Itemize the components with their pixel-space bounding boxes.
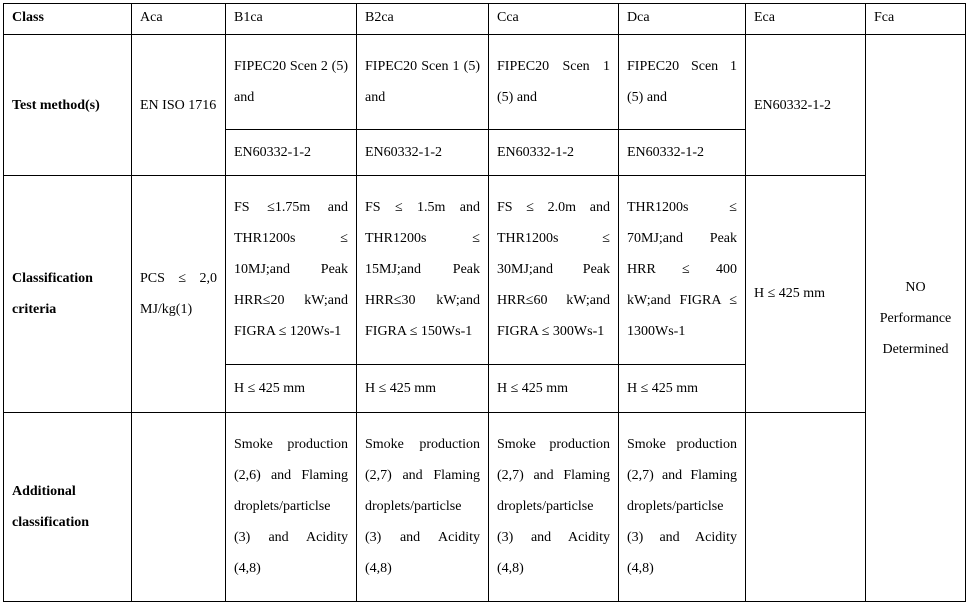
additional-aca [132, 412, 226, 601]
test-method-cca-a: FIPEC20 Scen 1 (5) and [489, 35, 619, 130]
header-row [4, 4, 966, 35]
test-method-b2ca-a: FIPEC20 Scen 1 (5) and [357, 35, 489, 130]
header-dca: Dca [619, 4, 746, 35]
header-eca: Eca [746, 4, 866, 35]
test-method-aca: EN ISO 1716 [132, 35, 226, 176]
classification-b1ca-b: H ≤ 425 mm [226, 364, 357, 412]
header-fca: Fca [866, 4, 966, 35]
classification-dca-b: H ≤ 425 mm [619, 364, 746, 412]
additional-dca: Smoke production (2,7) and Flaming droplets/particlse (3) and Acidity (4,8) [619, 412, 746, 601]
additional-b2ca: Smoke production (2,7) and Flaming droplets/particlse (3) and Acidity (4,8) [357, 412, 489, 601]
test-method-label: Test method(s) [4, 35, 132, 176]
test-method-b2ca-b: EN60332-1-2 [357, 130, 489, 176]
test-method-b1ca-b: EN60332-1-2 [226, 130, 357, 176]
additional-row [4, 412, 966, 601]
additional-cca: Smoke production (2,7) and Flaming droplets/particlse (3) and Acidity (4,8) [489, 412, 619, 601]
header-cca: Cca [489, 4, 619, 35]
test-method-dca-a: FIPEC20 Scen 1 (5) and [619, 35, 746, 130]
test-method-row-a [4, 35, 966, 130]
classification-b2ca-b: H ≤ 425 mm [357, 364, 489, 412]
test-method-eca: EN60332-1-2 [746, 35, 866, 176]
classification-b2ca-a: FS ≤ 1.5m and THR1200s ≤ 15MJ;and Peak HRR≤30 kW;and FIGRA ≤ 150Ws-1 [357, 176, 489, 364]
classification-aca: PCS ≤ 2,0 MJ/kg(1) [132, 176, 226, 412]
header-class: Class [4, 4, 132, 35]
additional-b1ca: Smoke production (2,6) and Flaming droplets/particlse (3) and Acidity (4,8) [226, 412, 357, 601]
classification-cca-b: H ≤ 425 mm [489, 364, 619, 412]
classification-row-a [4, 176, 966, 364]
header-b1ca: B1ca [226, 4, 357, 35]
classification-table [3, 3, 966, 602]
classification-eca: H ≤ 425 mm [746, 176, 866, 412]
test-method-cca-b: EN60332-1-2 [489, 130, 619, 176]
additional-eca [746, 412, 866, 601]
fca-performance: NO Performance Determined [866, 35, 966, 602]
additional-label: Additional classification [4, 412, 132, 601]
test-method-b1ca-a: FIPEC20 Scen 2 (5) and [226, 35, 357, 130]
header-b2ca: B2ca [357, 4, 489, 35]
classification-cca-a: FS ≤ 2.0m and THR1200s ≤ 30MJ;and Peak HRR≤60 kW;and FIGRA ≤ 300Ws-1 [489, 176, 619, 364]
classification-dca-a: THR1200s ≤ 70MJ;and Peak HRR ≤ 400 kW;and FIGRA ≤ 1300Ws-1 [619, 176, 746, 364]
test-method-dca-b: EN60332-1-2 [619, 130, 746, 176]
classification-label: Classification criteria [4, 176, 132, 412]
header-aca: Aca [132, 4, 226, 35]
classification-b1ca-a: FS ≤1.75m and THR1200s ≤ 10MJ;and Peak HRR≤20 kW;and FIGRA ≤ 120Ws-1 [226, 176, 357, 364]
